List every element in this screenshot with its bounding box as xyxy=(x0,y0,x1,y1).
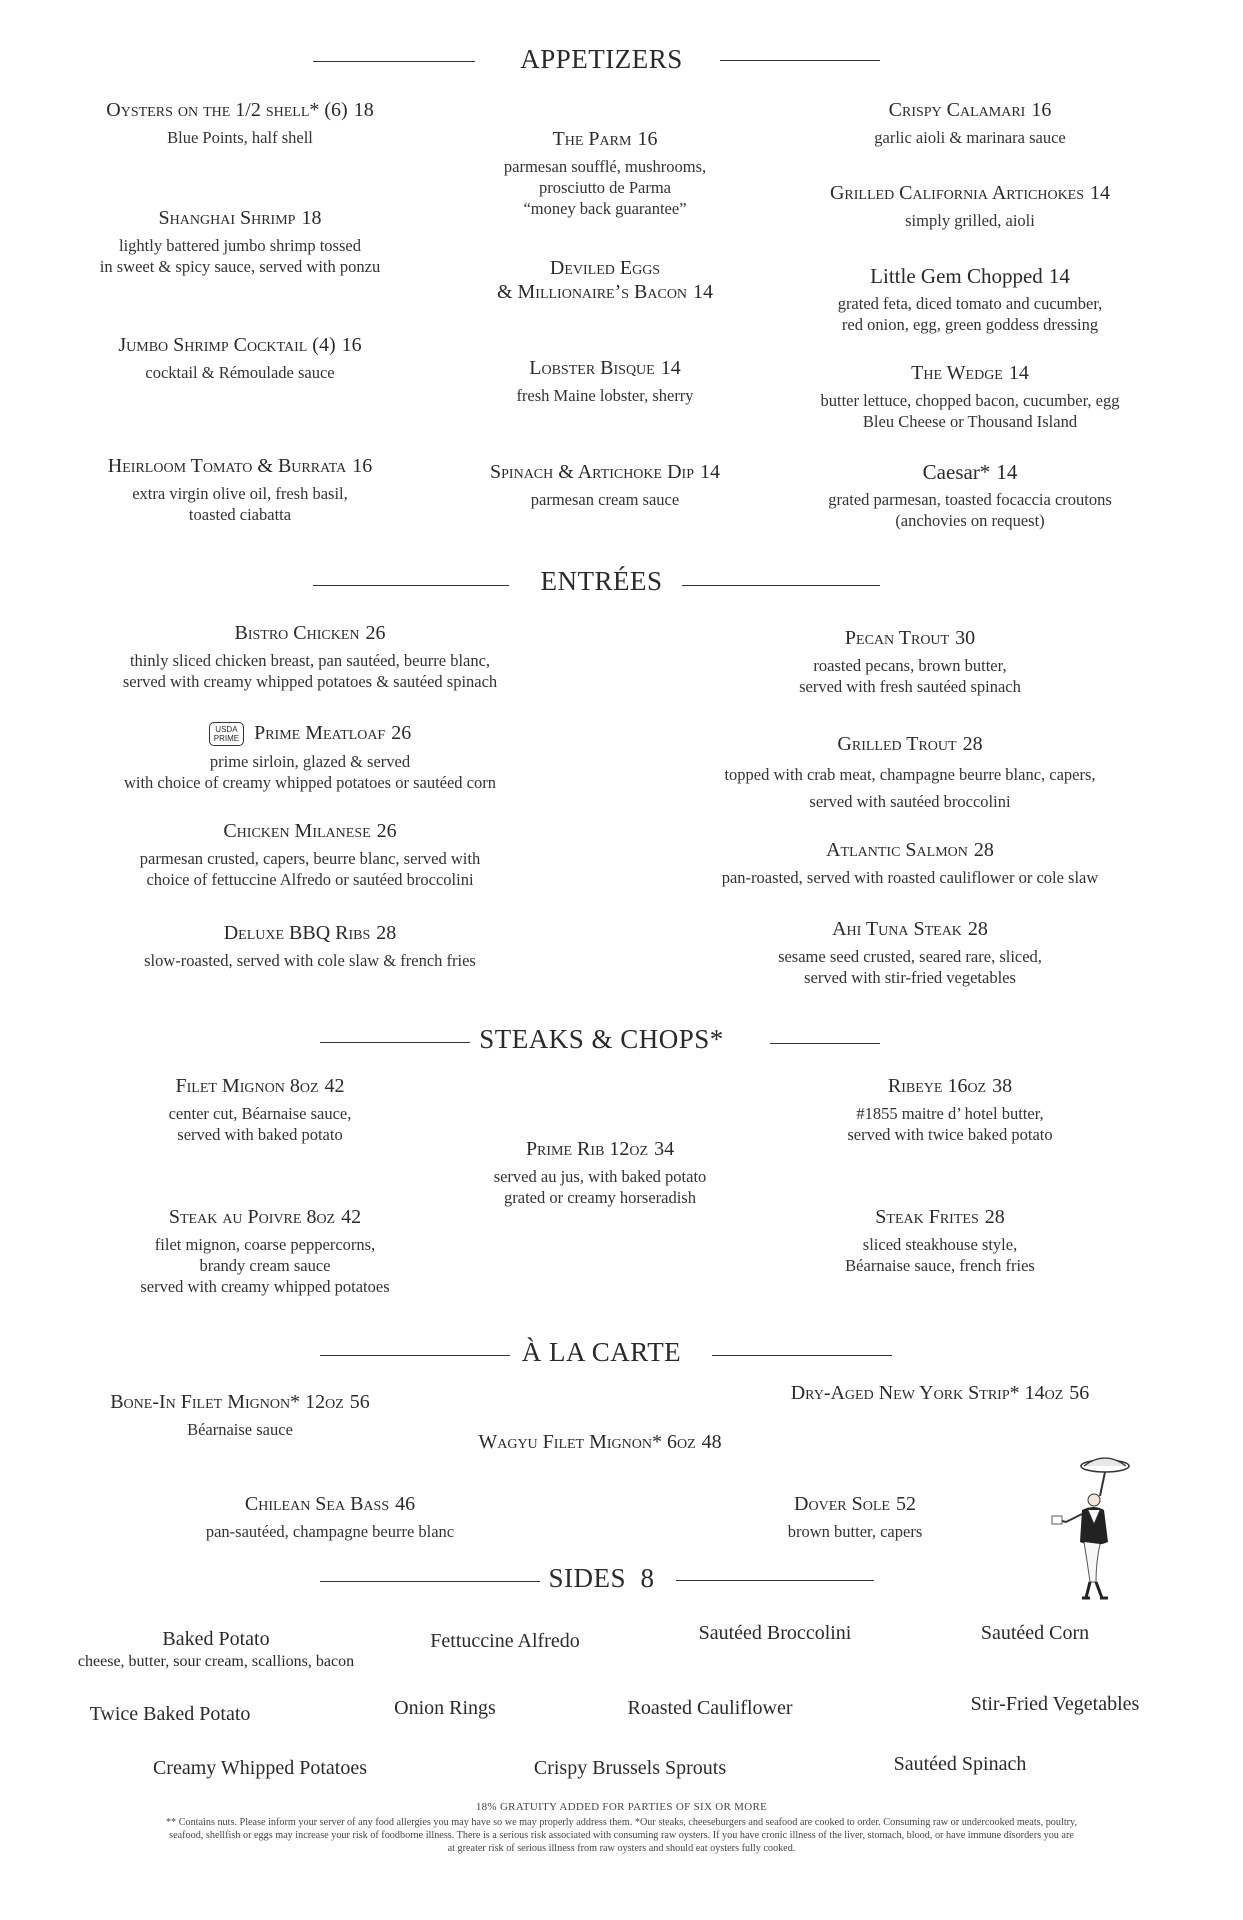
item-price: 48 xyxy=(701,1431,722,1453)
item-desc: grated parmesan, toasted focaccia croutons xyxy=(828,490,1112,509)
divider xyxy=(770,1043,880,1044)
menu-item-prime-rib xyxy=(440,1137,760,1208)
item-name: The Parm xyxy=(552,128,632,150)
usda-prime-badge xyxy=(209,722,244,746)
item-name: Heirloom Tomato & Burrata xyxy=(107,455,347,477)
section-title-appetizers: APPETIZERS xyxy=(520,44,683,74)
item-desc: sesame seed crusted, seared rare, sliced, xyxy=(778,947,1042,966)
menu-item-chilean-sea-bass xyxy=(160,1492,500,1542)
item-desc: served with sautéed broccolini xyxy=(809,792,1011,811)
menu-item-artichokes xyxy=(790,181,1150,231)
item-desc: center cut, Béarnaise sauce, xyxy=(168,1104,352,1123)
section-title-sides: SIDES 8 xyxy=(548,1563,655,1593)
footer xyxy=(60,1801,1183,1855)
item-name: Steak Frites xyxy=(875,1206,979,1228)
item-name: Prime Rib 12oz xyxy=(525,1138,649,1160)
item-price: 14 xyxy=(693,281,714,303)
item-price: 14 xyxy=(996,460,1018,484)
item-name: Bone-In Filet Mignon* 12oz xyxy=(110,1391,344,1413)
side-spinach: Sautéed Spinach xyxy=(893,1753,1027,1775)
badge-text: PRIME xyxy=(213,734,240,744)
item-price: 28 xyxy=(376,922,397,944)
item-desc: grated feta, diced tomato and cucumber, xyxy=(837,294,1103,313)
menu-item-shanghai-shrimp xyxy=(40,206,440,277)
item-price: 52 xyxy=(895,1493,916,1515)
side-stir-fried: Stir-Fried Vegetables xyxy=(970,1693,1140,1715)
item-price: 28 xyxy=(967,918,988,940)
item-desc: prime sirloin, glazed & served xyxy=(209,752,411,772)
section-title-alacarte: À LA CARTE xyxy=(521,1337,682,1367)
badge-text: USDA xyxy=(215,725,238,735)
menu-item-atlantic-salmon xyxy=(660,838,1160,888)
disclaimer-line: at greater risk of serious illness from raw oysters and should eat oysters fully cooked. xyxy=(447,1843,796,1854)
item-price: 14 xyxy=(1008,362,1029,384)
item-price: 18 xyxy=(353,99,374,121)
menu-item-lobster-bisque xyxy=(440,356,770,406)
side-name: Baked Potato xyxy=(162,1628,270,1650)
item-desc: slow-roasted, served with cole slaw & french fries xyxy=(144,951,476,970)
item-desc: filet mignon, coarse peppercorns, xyxy=(154,1235,376,1254)
item-desc: red onion, egg, green goddess dressing xyxy=(841,315,1099,334)
disclaimer-line: ** Contains nuts. Please inform your server of any food allergies you may have so we may properly address them. *Our steaks, cheeseburgers and seafood are cooked to order. Consuming raw or undercooked meats, poultry, xyxy=(165,1817,1078,1828)
item-desc: parmesan soufflé, mushrooms, xyxy=(503,157,707,176)
item-price: 30 xyxy=(955,627,976,649)
item-price: 18 xyxy=(301,207,322,229)
item-name: Deviled Eggs xyxy=(549,257,661,279)
item-name: Pecan Trout xyxy=(844,627,950,649)
menu-item-deviled-eggs xyxy=(440,256,770,304)
item-name: Atlantic Salmon xyxy=(826,839,968,861)
item-price: 38 xyxy=(992,1075,1013,1097)
menu-item-filet-mignon xyxy=(80,1074,440,1145)
side-fettuccine: Fettuccine Alfredo xyxy=(430,1630,580,1652)
item-desc: simply grilled, aioli xyxy=(905,211,1035,230)
item-desc: #1855 maitre d’ hotel butter, xyxy=(856,1104,1044,1123)
item-name: Prime Meatloaf xyxy=(254,722,386,744)
menu-item-chicken-milanese xyxy=(60,819,560,890)
item-name: Chicken Milanese xyxy=(223,820,371,842)
item-price: 34 xyxy=(654,1138,675,1160)
item-name: Deluxe BBQ Ribs xyxy=(223,922,371,944)
side-broccolini: Sautéed Broccolini xyxy=(698,1622,852,1644)
item-desc: choice of fettuccine Alfredo or sautéed broccolini xyxy=(146,870,474,889)
menu-item-pecan-trout xyxy=(660,626,1160,697)
item-price: 46 xyxy=(395,1493,416,1515)
divider xyxy=(676,1580,874,1581)
item-price: 26 xyxy=(365,622,386,644)
divider xyxy=(712,1355,892,1356)
side-cauliflower: Roasted Cauliflower xyxy=(627,1697,793,1719)
item-desc: lightly battered jumbo shrimp tossed xyxy=(119,236,361,255)
item-desc: served with fresh sautéed spinach xyxy=(799,677,1021,696)
item-desc: pan-sautéed, champagne beurre blanc xyxy=(205,1522,455,1541)
side-twice-baked: Twice Baked Potato xyxy=(89,1703,251,1725)
item-desc: served with twice baked potato xyxy=(847,1125,1053,1144)
item-desc: served with baked potato xyxy=(177,1125,343,1144)
section-title-steaks: STEAKS & CHOPS* xyxy=(479,1024,724,1054)
item-desc: parmesan crusted, capers, beurre blanc, served with xyxy=(139,849,481,868)
menu-item-steak-au-poivre xyxy=(80,1205,450,1297)
item-desc: (anchovies on request) xyxy=(895,511,1045,530)
item-name: Steak au Poivre 8oz xyxy=(168,1206,336,1228)
item-name: Jumbo Shrimp Cocktail (4) xyxy=(118,334,336,356)
side-desc: cheese, butter, sour cream, scallions, bacon xyxy=(77,1653,355,1670)
item-name: Little Gem Chopped xyxy=(870,264,1043,288)
item-name: Chilean Sea Bass xyxy=(244,1493,390,1515)
item-name: Oysters on the 1/2 shell* (6) xyxy=(106,99,348,121)
menu-item-little-gem xyxy=(790,264,1150,335)
menu-item-prime-meatloaf xyxy=(60,721,560,793)
menu-item-bistro-chicken xyxy=(60,621,560,692)
item-desc: cocktail & Rémoulade sauce xyxy=(145,363,335,382)
item-name: Grilled Trout xyxy=(837,733,957,755)
menu-item-calamari xyxy=(790,98,1150,148)
item-desc: brandy cream sauce xyxy=(199,1256,331,1275)
item-price: 16 xyxy=(352,455,373,477)
item-name: & Millionaire’s Bacon xyxy=(496,281,688,303)
item-price: 16 xyxy=(341,334,362,356)
item-name: Ahi Tuna Steak xyxy=(832,918,962,940)
item-desc: served au jus, with baked potato xyxy=(493,1167,707,1186)
item-price: 56 xyxy=(1069,1382,1090,1404)
item-price: 42 xyxy=(324,1075,345,1097)
disclaimer-line: seafood, shellfish or eggs may increase your risk of foodborne illness. There is a serious risk associated with consuming raw oysters. If you have cronic illness of the liver, stomach, blood, or have immune disorders you are xyxy=(169,1830,1074,1841)
menu-item-ny-strip xyxy=(750,1381,1130,1405)
item-desc: thinly sliced chicken breast, pan sautéed, beurre blanc, xyxy=(129,651,491,670)
side-baked-potato xyxy=(40,1628,392,1671)
item-price: 16 xyxy=(1031,99,1052,121)
item-name: Caesar* xyxy=(922,460,991,484)
item-name: Grilled California Artichokes xyxy=(829,182,1085,204)
item-desc: in sweet & spicy sauce, served with ponzu xyxy=(99,257,381,276)
item-name: Crispy Calamari xyxy=(888,99,1026,121)
item-desc: extra virgin olive oil, fresh basil, xyxy=(132,484,348,503)
item-desc: served with creamy whipped potatoes & sautéed spinach xyxy=(122,672,498,691)
menu-item-jumbo-shrimp xyxy=(40,333,440,383)
item-desc: pan-roasted, served with roasted cauliflower or cole slaw xyxy=(721,868,1099,887)
menu-item-oysters xyxy=(30,98,450,148)
item-price: 56 xyxy=(349,1391,370,1413)
item-name: Ribeye 16oz xyxy=(887,1075,987,1097)
side-corn: Sautéed Corn xyxy=(980,1622,1090,1644)
item-name: Dry-Aged New York Strip* 14oz xyxy=(790,1382,1064,1404)
item-name: Spinach & Artichoke Dip xyxy=(490,461,694,483)
item-desc: topped with crab meat, champagne beurre blanc, capers, xyxy=(724,765,1096,784)
item-desc: Bleu Cheese or Thousand Island xyxy=(862,412,1078,431)
item-price: 28 xyxy=(962,733,983,755)
item-desc: sliced steakhouse style, xyxy=(862,1235,1018,1254)
menu-item-heirloom xyxy=(40,454,440,525)
item-desc: Béarnaise sauce, french fries xyxy=(845,1256,1035,1275)
item-desc: toasted ciabatta xyxy=(188,505,292,524)
side-onion-rings: Onion Rings xyxy=(394,1697,496,1719)
item-name: The Wedge xyxy=(911,362,1003,384)
section-title-entrees: ENTRÉES xyxy=(540,566,663,596)
item-desc: served with creamy whipped potatoes xyxy=(140,1277,390,1296)
item-desc: roasted pecans, brown butter, xyxy=(813,656,1007,675)
item-name: Wagyu Filet Mignon* 6oz xyxy=(478,1431,696,1453)
item-price: 26 xyxy=(391,722,412,744)
menu-item-parm xyxy=(440,127,770,219)
menu-item-ribeye xyxy=(760,1074,1140,1145)
item-desc: brown butter, capers xyxy=(787,1522,923,1541)
item-name: Shanghai Shrimp xyxy=(158,207,296,229)
menu-item-bbq-ribs xyxy=(60,921,560,971)
item-desc: prosciutto de Parma xyxy=(539,178,671,197)
item-desc: “money back guarantee” xyxy=(523,199,687,218)
item-price: 14 xyxy=(1090,182,1111,204)
item-desc: Blue Points, half shell xyxy=(167,128,313,147)
item-desc: grated or creamy horseradish xyxy=(504,1188,696,1207)
menu-item-steak-frites xyxy=(760,1205,1120,1276)
menu-item-spinach-dip xyxy=(440,460,770,510)
menu-item-ahi-tuna xyxy=(660,917,1160,988)
item-name: Filet Mignon 8oz xyxy=(175,1075,319,1097)
item-price: 28 xyxy=(984,1206,1005,1228)
item-price: 42 xyxy=(341,1206,362,1228)
item-desc: garlic aioli & marinara sauce xyxy=(874,128,1066,147)
menu-item-wagyu xyxy=(430,1430,770,1454)
item-price: 28 xyxy=(973,839,994,861)
item-desc: fresh Maine lobster, sherry xyxy=(516,386,694,405)
menu-item-caesar xyxy=(790,460,1150,531)
item-desc: served with stir-fried vegetables xyxy=(804,968,1016,987)
item-price: 14 xyxy=(1048,264,1070,288)
item-desc: Béarnaise sauce xyxy=(187,1420,293,1439)
menu-item-bone-in-filet xyxy=(60,1390,420,1440)
menu-item-grilled-trout xyxy=(660,732,1160,815)
item-price: 14 xyxy=(660,357,681,379)
side-whipped-potatoes: Creamy Whipped Potatoes xyxy=(152,1757,368,1779)
allergy-disclaimer xyxy=(60,1816,1183,1855)
divider xyxy=(682,585,880,586)
divider xyxy=(720,60,880,61)
item-desc: parmesan cream sauce xyxy=(530,490,680,509)
gratuity-note: 18% GRATUITY ADDED FOR PARTIES OF SIX OR MORE xyxy=(475,1801,768,1813)
item-name: Lobster Bisque xyxy=(529,357,655,379)
menu-item-dover-sole xyxy=(730,1492,980,1542)
item-price: 26 xyxy=(376,820,397,842)
item-price: 14 xyxy=(699,461,720,483)
item-desc: with choice of creamy whipped potatoes or sautéed corn xyxy=(123,773,497,793)
item-name: Dover Sole xyxy=(794,1493,890,1515)
item-desc: butter lettuce, chopped bacon, cucumber, egg xyxy=(820,391,1120,410)
item-price: 16 xyxy=(637,128,658,150)
menu-item-wedge xyxy=(790,361,1150,432)
side-brussels: Crispy Brussels Sprouts xyxy=(533,1757,727,1779)
item-name: Bistro Chicken xyxy=(234,622,360,644)
